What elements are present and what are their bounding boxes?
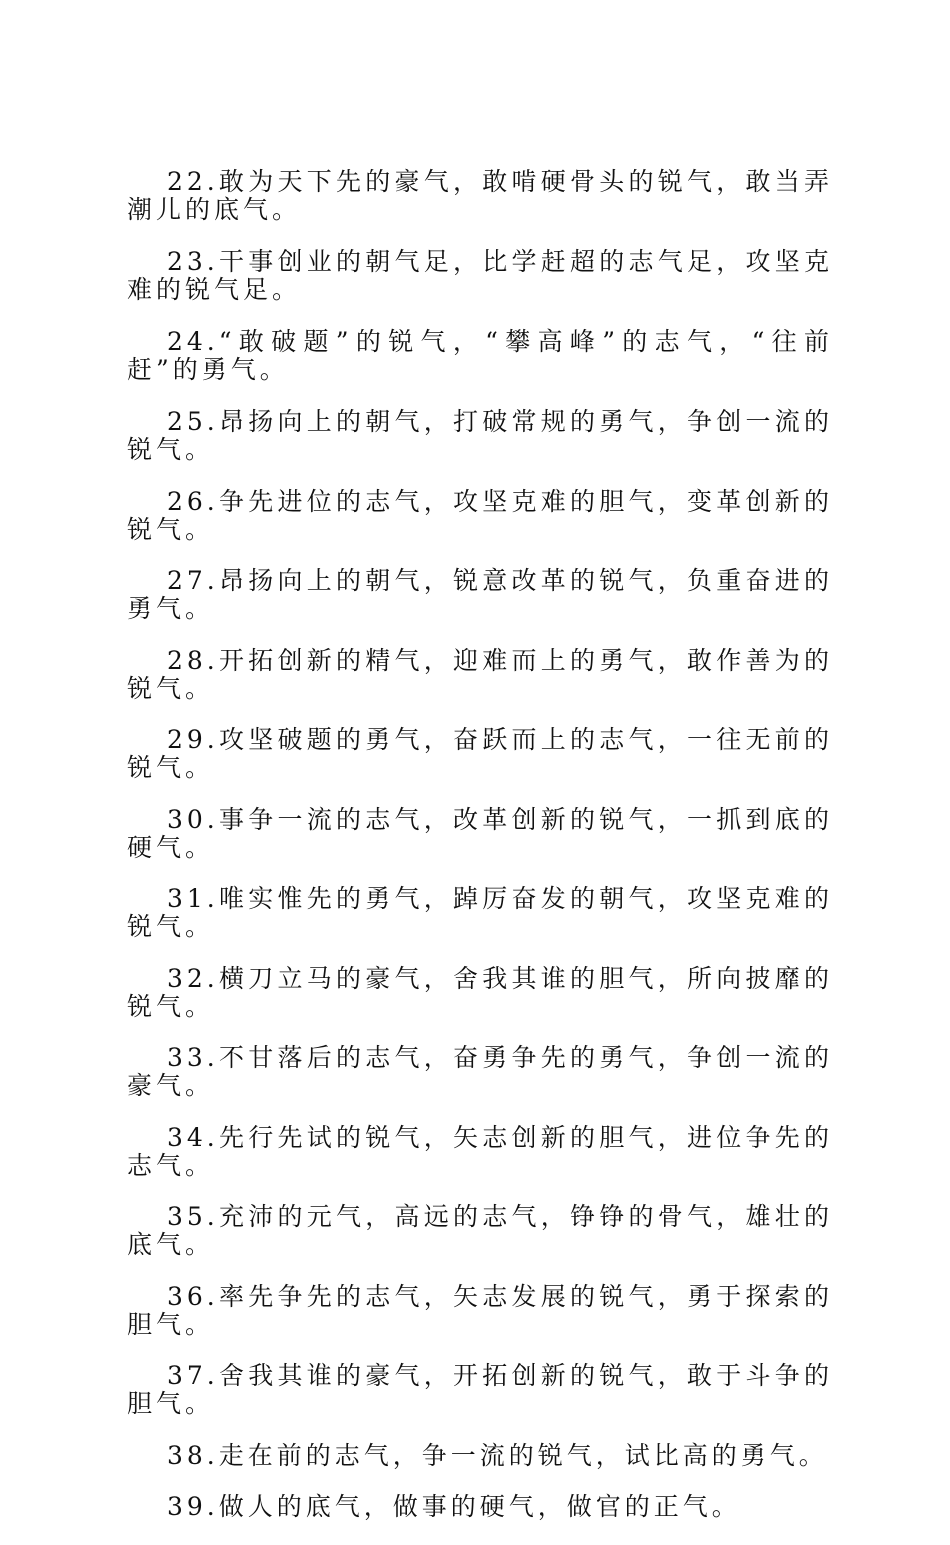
list-item-35: 35.充沛的元气，高远的志气，铮铮的骨气，雄壮的底气。 <box>127 1202 833 1259</box>
list-item-32: 32.横刀立马的豪气，舍我其谁的胆气，所向披靡的锐气。 <box>127 963 833 1021</box>
list-item-22: 22.敢为天下先的豪气，敢啃硬骨头的锐气，敢当弄潮儿的底气。 <box>127 167 833 224</box>
list-item-26: 26.争先进位的志气，攻坚克难的胆气，变革创新的锐气。 <box>127 486 833 544</box>
list-item-30: 30.事争一流的志气，改革创新的锐气，一抓到底的硬气。 <box>127 804 833 862</box>
list-item-38: 38.走在前的志气，争一流的锐气，试比高的勇气。 <box>167 1440 828 1470</box>
list-item-27: 27.昂扬向上的朝气，锐意改革的锐气，负重奋进的勇气。 <box>127 566 833 623</box>
list-item-24: 24.“敢破题”的锐气，“攀高峰”的志气，“往前赶”的勇气。 <box>127 327 833 384</box>
list-item-25: 25.昂扬向上的朝气，打破常规的勇气，争创一流的锐气。 <box>127 407 833 464</box>
list-item-31: 31.唯实惟先的勇气，踔厉奋发的朝气，攻坚克难的锐气。 <box>127 884 833 941</box>
list-item-23: 23.干事创业的朝气足，比学赶超的志气足，攻坚克难的锐气足。 <box>127 247 833 304</box>
list-item-28: 28.开拓创新的精气，迎难而上的勇气，敢作善为的锐气。 <box>127 645 833 703</box>
list-item-37: 37.舍我其谁的豪气，开拓创新的锐气，敢于斗争的胆气。 <box>127 1361 833 1418</box>
list-item-29: 29.攻坚破题的勇气，奋跃而上的志气，一往无前的锐气。 <box>127 725 833 782</box>
list-item-33: 33.不甘落后的志气，奋勇争先的勇气，争创一流的豪气。 <box>127 1043 833 1100</box>
document-body <box>127 168 833 1545</box>
list-item-36: 36.率先争先的志气，矢志发展的锐气，勇于探索的胆气。 <box>127 1281 833 1339</box>
list-item-39: 39.做人的底气，做事的硬气，做官的正气。 <box>167 1492 741 1521</box>
list-item-34: 34.先行先试的锐气，矢志创新的胆气，进位争先的志气。 <box>127 1122 833 1180</box>
